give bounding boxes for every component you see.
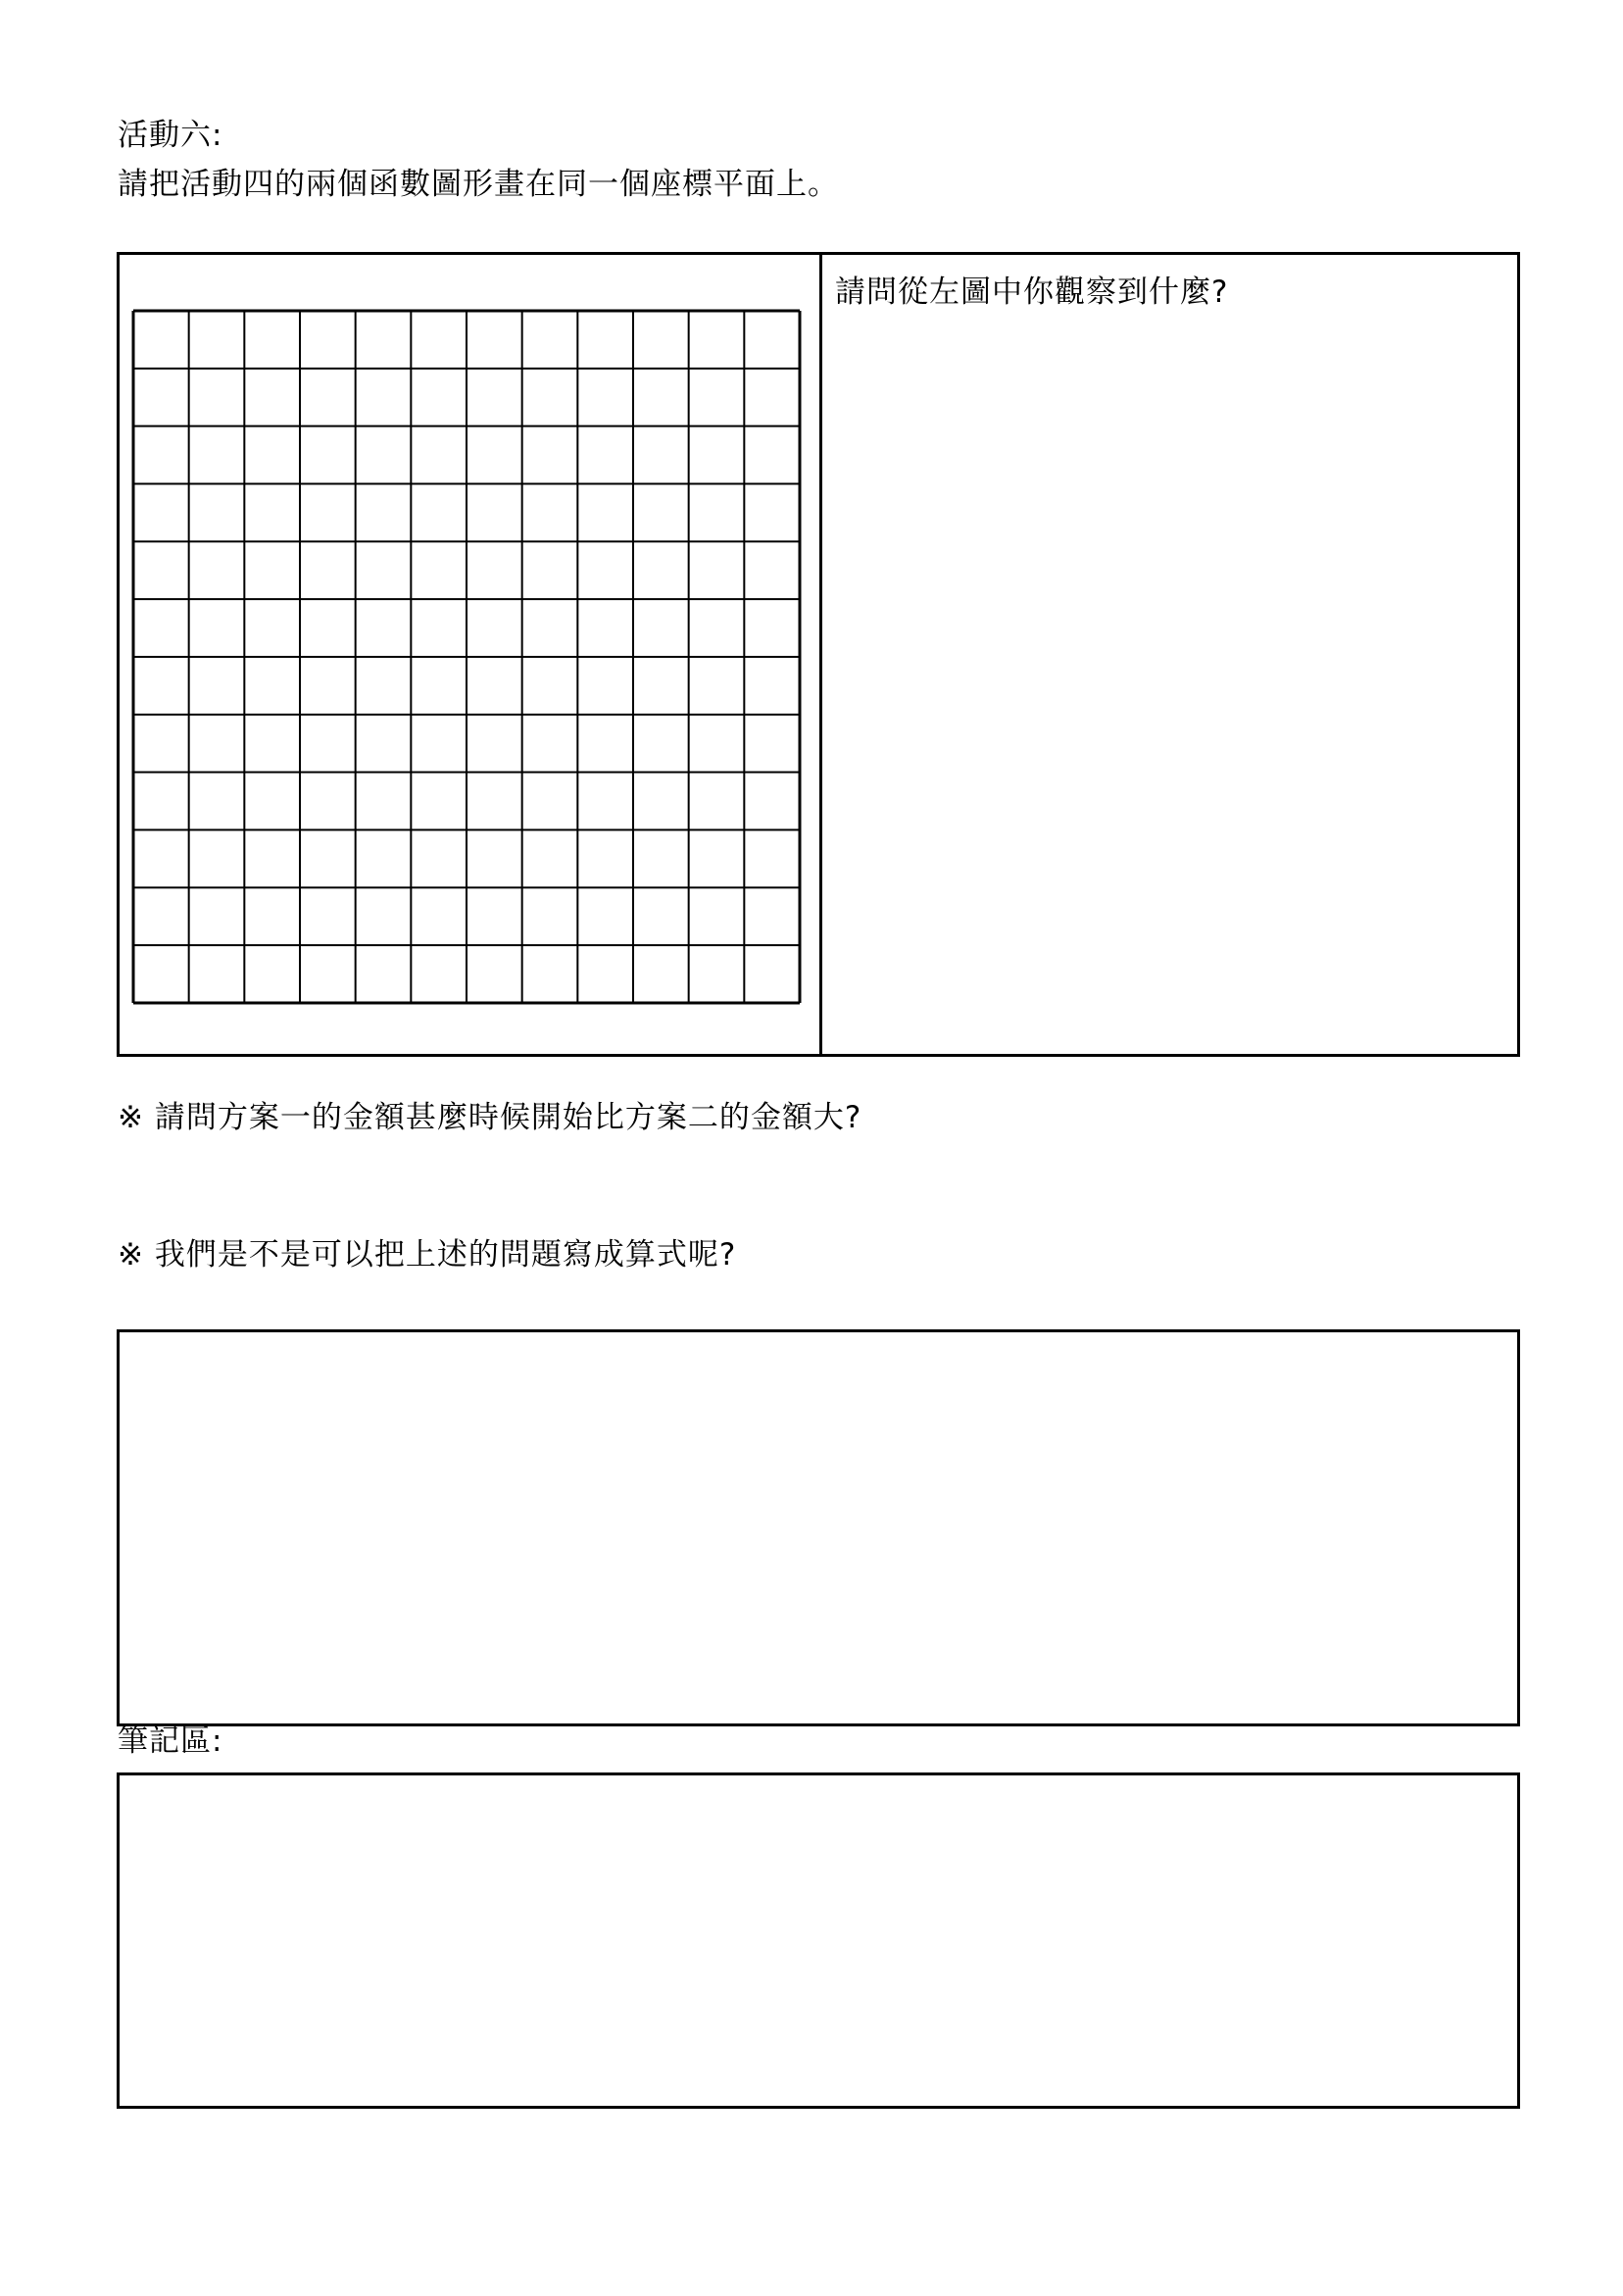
graph-panel (117, 252, 1520, 1057)
notes-box[interactable] (117, 1772, 1520, 2109)
panel-divider (819, 255, 822, 1054)
coordinate-grid[interactable] (131, 309, 802, 1005)
question-2: ※ 我們是不是可以把上述的問題寫成算式呢? (118, 1237, 737, 1273)
question-1: ※ 請問方案一的金額甚麼時候開始比方案二的金額大? (118, 1100, 862, 1135)
notes-label: 筆記區: (118, 1723, 223, 1759)
answer-box[interactable] (117, 1329, 1520, 1726)
instruction-text: 請把活動四的兩個函數圖形畫在同一個座標平面上。 (118, 167, 839, 202)
activity-title: 活動六: (118, 118, 223, 153)
observation-prompt: 請問從左圖中你觀察到什麼? (835, 275, 1229, 310)
